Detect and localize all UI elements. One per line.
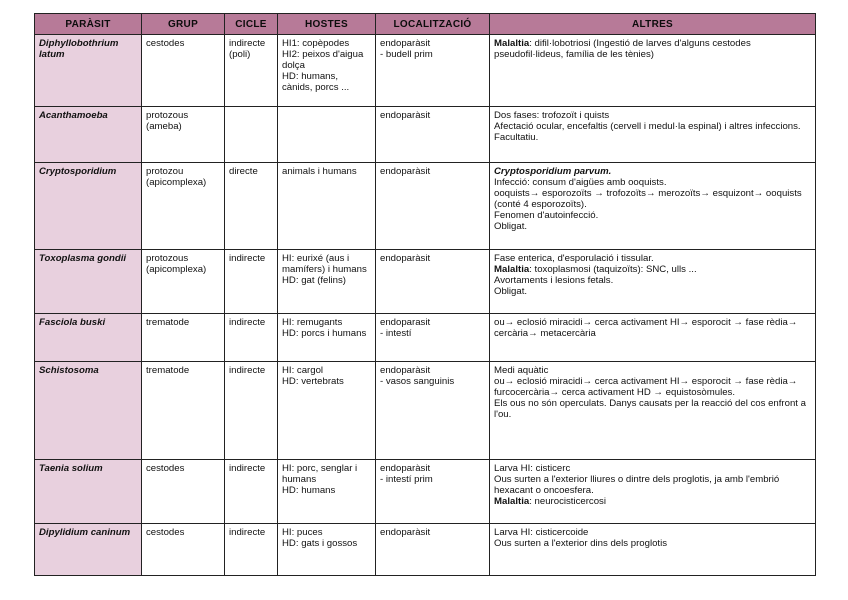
cicle-text: (poli) bbox=[229, 49, 251, 60]
cicle-text: indirecte bbox=[229, 317, 266, 328]
altres-text: Ous surten a l'exterior lliures o dintre dels proglotis, ja amb l'embrió hexacant o oncoesfera. bbox=[494, 474, 780, 496]
altres-line bbox=[494, 496, 811, 507]
hostes-text: HD: vertebrats bbox=[282, 376, 344, 387]
altres-bold-label: Malaltia bbox=[494, 496, 530, 507]
cicle-text: indirecte bbox=[229, 38, 266, 49]
altres-line bbox=[494, 110, 811, 121]
header-parasit: PARÀSIT bbox=[35, 14, 142, 35]
grup-cell bbox=[142, 163, 225, 250]
table-row bbox=[35, 524, 816, 576]
altres-text: Avortaments i lesions fetals. bbox=[494, 275, 614, 286]
cicle-cell bbox=[225, 314, 278, 362]
cicle-cell bbox=[225, 524, 278, 576]
altres-cell bbox=[490, 460, 816, 524]
localitzacio-text: endoparàsit bbox=[380, 110, 431, 121]
parasite-name: Toxoplasma gondii bbox=[39, 253, 127, 264]
grup-text: trematode bbox=[146, 317, 190, 328]
altres-line bbox=[494, 210, 811, 221]
table-row bbox=[35, 35, 816, 107]
parasite-name: Fasciola buski bbox=[39, 317, 106, 328]
altres-text: Dos fases: trofozoït i quists bbox=[494, 110, 610, 121]
altres-line bbox=[494, 538, 811, 549]
grup-text: cestodes bbox=[146, 38, 185, 49]
altres-text: : neurocisticercosi bbox=[529, 496, 606, 507]
grup-cell bbox=[142, 524, 225, 576]
localitzacio-cell bbox=[376, 250, 490, 314]
parasite-name-cell bbox=[35, 460, 142, 524]
hostes-text: HD: humans, cànids, porcs ... bbox=[282, 71, 350, 93]
grup-text: (apicomplexa) bbox=[146, 177, 207, 188]
altres-line bbox=[494, 177, 811, 188]
hostes-text: HI: cargol bbox=[282, 365, 324, 376]
altres-text: Infecció: consum d'aigües amb ooquists. bbox=[494, 177, 667, 188]
parasite-name-cell bbox=[35, 314, 142, 362]
parasite-name-cell bbox=[35, 35, 142, 107]
parasite-name: Dipylidium caninum bbox=[39, 527, 131, 538]
parasite-name: Acanthamoeba bbox=[39, 110, 108, 121]
species-name: Cryptosporidium parvum. bbox=[494, 166, 612, 177]
altres-cell bbox=[490, 107, 816, 163]
parasite-name: Cryptosporidium bbox=[39, 166, 117, 177]
localitzacio-cell bbox=[376, 35, 490, 107]
cicle-cell bbox=[225, 163, 278, 250]
localitzacio-text: - intestí bbox=[380, 328, 412, 339]
grup-text: protozous bbox=[146, 253, 189, 264]
localitzacio-cell bbox=[376, 362, 490, 460]
altres-text: ooquists→ esporozoïts → trofozoïts→ merozoïts→ esquizont→ ooquists (conté 4 esporozoïts). bbox=[494, 188, 802, 210]
altres-text: Obligat. bbox=[494, 221, 528, 232]
altres-text: Ous surten a l'exterior dins dels proglotis bbox=[494, 538, 668, 549]
altres-cell bbox=[490, 362, 816, 460]
hostes-cell bbox=[278, 35, 376, 107]
header-localitzacio: LOCALITZACIÓ bbox=[376, 14, 490, 35]
localitzacio-text: endoparàsit bbox=[380, 365, 431, 376]
localitzacio-cell bbox=[376, 314, 490, 362]
altres-cell bbox=[490, 35, 816, 107]
grup-text: protozou bbox=[146, 166, 184, 177]
hostes-cell bbox=[278, 460, 376, 524]
hostes-text: HI1: copèpodes bbox=[282, 38, 350, 49]
hostes-text: HI: porc, senglar i humans bbox=[282, 463, 358, 485]
localitzacio-text: - budell prim bbox=[380, 49, 433, 60]
grup-text: protozous bbox=[146, 110, 189, 121]
altres-line bbox=[494, 166, 811, 177]
grup-cell bbox=[142, 250, 225, 314]
hostes-text: HD: gat (felins) bbox=[282, 275, 346, 286]
altres-line bbox=[494, 527, 811, 538]
grup-cell bbox=[142, 362, 225, 460]
altres-text: : toxoplasmosi (taquizoïts): SNC, ulls ... bbox=[529, 264, 697, 275]
parasite-name: Taenia solium bbox=[39, 463, 103, 474]
altres-line bbox=[494, 286, 811, 297]
cicle-cell bbox=[225, 35, 278, 107]
localitzacio-cell bbox=[376, 460, 490, 524]
hostes-cell bbox=[278, 163, 376, 250]
table-row bbox=[35, 460, 816, 524]
cicle-text: indirecte bbox=[229, 365, 266, 376]
altres-line bbox=[494, 398, 811, 420]
hostes-text: HD: gats i gossos bbox=[282, 538, 358, 549]
altres-line bbox=[494, 132, 811, 143]
altres-text: Afectació ocular, encefaltis (cervell i medul·la espinal) i altres infeccions. bbox=[494, 121, 801, 132]
altres-text: Fase enterica, d'esporulació i tissular. bbox=[494, 253, 654, 264]
grup-cell bbox=[142, 107, 225, 163]
localitzacio-cell bbox=[376, 524, 490, 576]
altres-line bbox=[494, 317, 811, 339]
altres-line bbox=[494, 365, 811, 376]
grup-cell bbox=[142, 314, 225, 362]
localitzacio-text: endoparàsit bbox=[380, 463, 431, 474]
altres-text: Els ous no són operculats. Danys causats per la reacció del cos enfront a l'ou. bbox=[494, 398, 806, 420]
altres-line bbox=[494, 221, 811, 232]
altres-text: Medi aquàtic bbox=[494, 365, 549, 376]
header-grup: GRUP bbox=[142, 14, 225, 35]
table-row bbox=[35, 362, 816, 460]
table-row bbox=[35, 250, 816, 314]
localitzacio-text: - intestí prim bbox=[380, 474, 433, 485]
table-row bbox=[35, 163, 816, 250]
altres-line bbox=[494, 376, 811, 398]
hostes-text: HI: eurixé (aus i mamífers) i humans bbox=[282, 253, 367, 275]
hostes-text: HD: porcs i humans bbox=[282, 328, 367, 339]
altres-line bbox=[494, 474, 811, 496]
parasite-name: Schistosoma bbox=[39, 365, 99, 376]
parasite-table bbox=[34, 13, 816, 576]
header-hostes: HOSTES bbox=[278, 14, 376, 35]
localitzacio-cell bbox=[376, 107, 490, 163]
header-altres: ALTRES bbox=[490, 14, 816, 35]
hostes-text: animals i humans bbox=[282, 166, 357, 177]
hostes-cell bbox=[278, 107, 376, 163]
grup-text: (apicomplexa) bbox=[146, 264, 207, 275]
localitzacio-text: endoparàsit bbox=[380, 38, 431, 49]
table-row bbox=[35, 314, 816, 362]
altres-cell bbox=[490, 524, 816, 576]
altres-line bbox=[494, 121, 811, 132]
grup-text: (ameba) bbox=[146, 121, 182, 132]
cicle-cell bbox=[225, 250, 278, 314]
localitzacio-cell bbox=[376, 163, 490, 250]
altres-text: Fenomen d'autoinfecció. bbox=[494, 210, 599, 221]
altres-text: Obligat. bbox=[494, 286, 528, 297]
localitzacio-text: - vasos sanguinis bbox=[380, 376, 455, 387]
altres-line bbox=[494, 275, 811, 286]
grup-text: trematode bbox=[146, 365, 190, 376]
localitzacio-text: endoparàsit bbox=[380, 166, 431, 177]
hostes-text: HD: humans bbox=[282, 485, 336, 496]
altres-line bbox=[494, 38, 811, 60]
hostes-cell bbox=[278, 362, 376, 460]
cicle-text: indirecte bbox=[229, 463, 266, 474]
header-row bbox=[35, 14, 816, 35]
header-cicle: CICLE bbox=[225, 14, 278, 35]
parasite-name: Diphyllobothrium latum bbox=[39, 38, 119, 60]
grup-text: cestodes bbox=[146, 527, 185, 538]
altres-cell bbox=[490, 314, 816, 362]
grup-cell bbox=[142, 460, 225, 524]
altres-bold-label: Malaltia bbox=[494, 38, 530, 49]
cicle-text: directe bbox=[229, 166, 258, 177]
hostes-text: HI: puces bbox=[282, 527, 323, 538]
altres-bold-label: Malaltia bbox=[494, 264, 530, 275]
hostes-cell bbox=[278, 250, 376, 314]
parasite-name-cell bbox=[35, 362, 142, 460]
altres-text: ou→ eclosió miracidi→ cerca activament HI→ esporocit → fase rèdia→ furcocercària→ cerca activament HD → equistosòmules. bbox=[494, 376, 798, 398]
altres-text: Larva HI: cisticerc bbox=[494, 463, 571, 474]
grup-text: cestodes bbox=[146, 463, 185, 474]
hostes-cell bbox=[278, 314, 376, 362]
cicle-cell bbox=[225, 107, 278, 163]
altres-cell bbox=[490, 163, 816, 250]
grup-cell bbox=[142, 35, 225, 107]
altres-text: Larva HI: cisticercoide bbox=[494, 527, 589, 538]
localitzacio-text: endoparàsit bbox=[380, 527, 431, 538]
parasite-name-cell bbox=[35, 107, 142, 163]
hostes-text: HI2: peixos d'aigua dolça bbox=[282, 49, 364, 71]
parasite-name-cell bbox=[35, 163, 142, 250]
altres-line bbox=[494, 264, 811, 275]
parasite-name-cell bbox=[35, 524, 142, 576]
cicle-text: indirecte bbox=[229, 527, 266, 538]
altres-line bbox=[494, 463, 811, 474]
cicle-cell bbox=[225, 460, 278, 524]
parasite-name-cell bbox=[35, 250, 142, 314]
altres-line bbox=[494, 253, 811, 264]
table-row bbox=[35, 107, 816, 163]
cicle-text: indirecte bbox=[229, 253, 266, 264]
cicle-cell bbox=[225, 362, 278, 460]
altres-line bbox=[494, 188, 811, 210]
altres-text: Facultatiu. bbox=[494, 132, 539, 143]
altres-text: : difil·lobotriosi (Ingestió de larves d'alguns cestodes pseudofil·lideus, família de les tènies) bbox=[494, 38, 751, 60]
localitzacio-text: endoparàsit bbox=[380, 253, 431, 264]
hostes-text: HI: remugants bbox=[282, 317, 343, 328]
hostes-cell bbox=[278, 524, 376, 576]
localitzacio-text: endoparasit bbox=[380, 317, 431, 328]
altres-cell bbox=[490, 250, 816, 314]
altres-text: ou→ eclosió miracidi→ cerca activament HI→ esporocit → fase rèdia→ cercària→ metacercària bbox=[494, 317, 798, 339]
